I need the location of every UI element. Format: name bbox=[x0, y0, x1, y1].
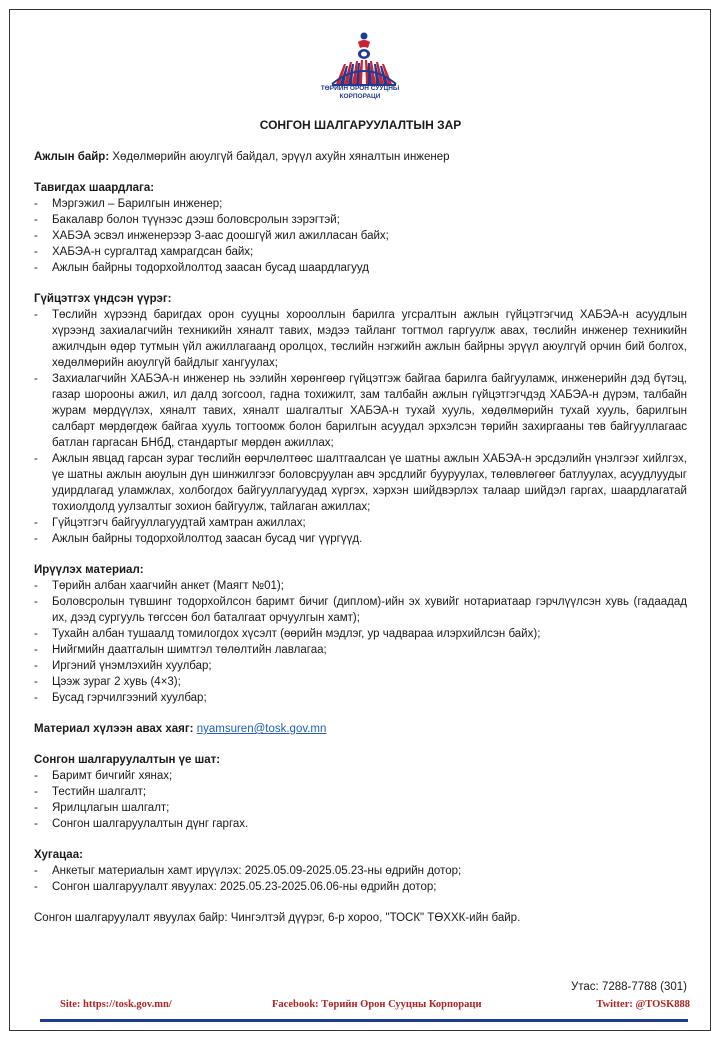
list-item: - Ажлын байрны тодорхойлолтод заасан бусад чиг үүргүүд. bbox=[34, 533, 363, 545]
duties-section bbox=[34, 291, 687, 547]
contact-line bbox=[34, 721, 687, 737]
list-item: - Ажлын явцад гарсан зураг төслийн өөрчлөлтөөс шалтгаалсан үе шатны ажлын ХАБЭА-н эрсдэлийн үнэлгээг хийлгэх, үе шатны ажлын аюулын дүн шинжилгээг боловсруулан авч эрсдлийг бууруулах, төлөвлөгөөг батлуулах, асуудлуудыг удирдлагад уламжлах, холбогдох байгууллагуудад хүргэх, хэрхэн шийдвэрлэх талаар шийдэл гаргах, шаардлагатай тохиолдолд уулзалтыг зохион байгуулж, тайлаган ажиллах; bbox=[34, 453, 687, 513]
footer-site-link[interactable]: Site: https://tosk.gov.mn/ bbox=[60, 999, 172, 1010]
list-item: - Төрийн албан хаагчийн анкет (Маягт №01); bbox=[34, 580, 284, 592]
footer-twitter-link[interactable]: Twitter: @TOSK888 bbox=[596, 999, 690, 1010]
requirements-section bbox=[34, 180, 687, 276]
list-item: - Анкетыг материалын хамт ирүүлэх: 2025.05.09-2025.05.23-ны өдрийн дотор; bbox=[34, 865, 462, 877]
materials-list bbox=[34, 578, 687, 706]
list-item: - Боловсролын түвшинг тодорхойлсон баримт бичиг (диплом)-ийн эх хувийг нотариатаар гэрчлүүлсэн хувь (гадаадад их, дээд сургууль төгссөн бол баталгаат орчуулгын хамт); bbox=[34, 596, 687, 624]
list-item: - Бакалавр болон түүнээс дээш боловсролын зэрэгтэй; bbox=[34, 214, 340, 226]
materials-heading: Ирүүлэх материал: bbox=[34, 564, 144, 576]
stages-heading: Сонгон шалгаруулалтын үе шат: bbox=[34, 754, 221, 766]
list-item: - ХАБЭА эсвэл инженерээр 3-аас доошгүй жил ажилласан байх; bbox=[34, 230, 389, 242]
list-item: - Мэргэжил – Барилгын инженер; bbox=[34, 198, 223, 210]
list-item: - Баримт бичгийг хянах; bbox=[34, 770, 173, 782]
list-item: - ХАБЭА-н сургалтад хамрагдсан байх; bbox=[34, 246, 254, 258]
list-item: - Сонгон шалгаруулалтын дүнг гаргах. bbox=[34, 818, 249, 830]
list-item: - Захиалагчийн ХАБЭА-н инженер нь ээлийн хөрөнгөөр гүйцэтгэж байгаа барилга байгууламж, инженерийн дэд бүтэц, газар шорооны ажил, ил далд зогсоол, гадна тохижилт, зам талбайн ажлын гүйцэтгэгчдэд ХАБЭА-н дүрэм, талбайн журам мөрдүүлэх, хяналт тавих, хяналт шалгалтыг ХАБЭА-н тухай хууль, хөдөлмөрийн тухай хууль, барилгын салбарт мөрдөгдөж байгаа хууль тогтоомж болон барилгын асуудал эрхэлсэн төрийн захиргааны төв байгууллагаас батлан гаргасан БНбД, стандартыг мөрдөн ажиллах; bbox=[34, 373, 687, 449]
position-value: Хөдөлмөрийн аюулгүй байдал, эрүүл ахуйн хяналтын инженер bbox=[112, 151, 450, 163]
list-item: - Гүйцэтгэгч байгууллагуудтай хамтран ажиллах; bbox=[34, 517, 306, 529]
footer bbox=[60, 999, 690, 1017]
logo-caption bbox=[310, 85, 410, 101]
footer-facebook-link[interactable]: Facebook: Төрийн Орон Сууцны Корпораци bbox=[272, 999, 482, 1010]
footer-divider bbox=[40, 1019, 688, 1022]
list-item: - Иргэний үнэмлэхийн хуулбар; bbox=[34, 660, 212, 672]
contact-label: Материал хүлээн авах хаяг: bbox=[34, 723, 194, 735]
list-item: - Нийгмийн даатгалын шимтгэл төлөлтийн лавлагаа; bbox=[34, 644, 327, 656]
phone-number: Утас: 7288-7788 (301) bbox=[570, 981, 687, 993]
venue-line: Сонгон шалгаруулалт явуулах байр: Чингэлтэй дүүрэг, 6-р хороо, "ТОСК" ТӨХХК-ийн байр. bbox=[34, 912, 521, 924]
list-item: - Төслийн хүрээнд баригдах орон сууцны хорооллын барилга угсралтын ажлын гүйцэтгэгчид ХАБЭА-н асуудлын хүрээнд захиалагчийн техникийн хяналт тавих, мэдээ тайланг тогтмол гаргуулж авах, төслийн инженер техникийн ажилчдын өдөр тутмын үйл ажиллагаанд оролцох, төслийн нэгжийн ажлын байрны эрүүл аюулгүй орчин бий болгох, хөдөлмөрийн аюулгүй байдлыг хангуулах; bbox=[34, 309, 687, 369]
list-item: - Тестийн шалгалт; bbox=[34, 786, 147, 798]
logo-line-2: КОРПОРАЦИ bbox=[339, 93, 381, 100]
requirements-list bbox=[34, 196, 687, 276]
list-item: - Бусад гэрчилгээний хуулбар; bbox=[34, 692, 207, 704]
page-title: СОНГОН ШАЛГАРУУЛАЛТЫН ЗАР bbox=[259, 118, 462, 132]
materials-section bbox=[34, 562, 687, 706]
document-body bbox=[34, 116, 687, 926]
position-label: Ажлын байр: bbox=[34, 151, 110, 163]
list-item: - Ажлын байрны тодорхойлолтод заасан бусад шаардлагууд bbox=[34, 262, 369, 274]
stages-section bbox=[34, 752, 687, 832]
list-item: - Тухайн албан тушаалд томилогдох хүсэлт (өөрийн мэдлэг, ур чадвараа илэрхийлсэн байх); bbox=[34, 628, 541, 640]
position-line bbox=[34, 149, 687, 165]
duties-list bbox=[34, 307, 687, 547]
email-link[interactable]: nyamsuren@tosk.gov.mn bbox=[196, 723, 327, 735]
list-item: - Сонгон шалгаруулалт явуулах: 2025.05.23-2025.06.06-ны өдрийн дотор; bbox=[34, 881, 437, 893]
deadline-list bbox=[34, 863, 687, 895]
deadline-heading: Хугацаа: bbox=[34, 849, 83, 861]
requirements-heading: Тавигдах шаардлага: bbox=[34, 182, 155, 194]
list-item: - Цээж зураг 2 хувь (4×3); bbox=[34, 676, 181, 688]
logo-line-1: ТӨРИЙН ОРОН СУУЦНЫ bbox=[320, 85, 400, 92]
deadline-section bbox=[34, 847, 687, 895]
stages-list bbox=[34, 768, 687, 832]
list-item: - Ярилцлагын шалгалт; bbox=[34, 802, 170, 814]
duties-heading: Гүйцэтгэх үндсэн үүрэг: bbox=[34, 293, 172, 305]
